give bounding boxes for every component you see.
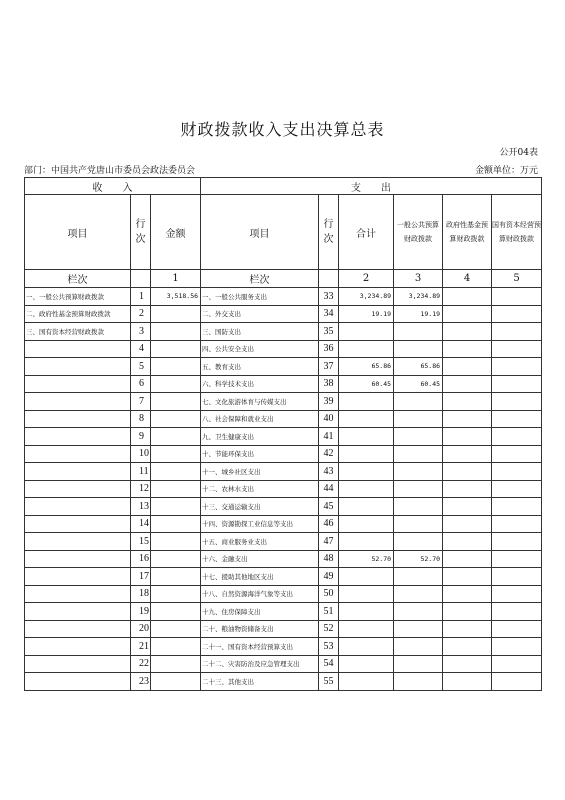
total-cell xyxy=(339,585,394,603)
expense-row-no-cell: 40 xyxy=(319,410,339,428)
expense-item-cell: 二十二、灾害防治及应急管理支出 xyxy=(201,655,319,673)
expense-item-cell: 十五、商业服务业支出 xyxy=(201,533,319,551)
expense-item-cell: 三、国防支出 xyxy=(201,323,319,341)
income-row-no-cell: 16 xyxy=(131,550,151,568)
income-row-no-cell: 7 xyxy=(131,393,151,411)
gov-fund-cell xyxy=(443,498,492,516)
soe-capital-cell xyxy=(492,375,542,393)
expense-item-cell: 一、一般公共服务支出 xyxy=(201,288,319,306)
col-no-2: 2 xyxy=(339,270,394,288)
total-cell xyxy=(339,480,394,498)
income-amount-cell xyxy=(151,673,201,691)
income-row-no-cell: 14 xyxy=(131,515,151,533)
income-row-no-cell: 8 xyxy=(131,410,151,428)
gov-fund-cell xyxy=(443,305,492,323)
form-number: 公开04表 xyxy=(499,148,538,158)
income-amount-cell xyxy=(151,428,201,446)
expense-item-header: 项目 xyxy=(201,195,319,270)
gov-fund-cell xyxy=(443,515,492,533)
total-cell xyxy=(339,498,394,516)
expense-item-cell: 六、科学技术支出 xyxy=(201,375,319,393)
general-budget-cell xyxy=(394,533,443,551)
total-cell xyxy=(339,603,394,621)
expense-row-no-cell: 36 xyxy=(319,340,339,358)
general-budget-cell xyxy=(394,515,443,533)
general-budget-cell: 60.45 xyxy=(394,375,443,393)
unit-label: 金额单位：万元 xyxy=(474,166,538,176)
income-amount-cell xyxy=(151,305,201,323)
expense-row-no-cell: 45 xyxy=(319,498,339,516)
income-item-cell xyxy=(25,550,131,568)
income-item-cell xyxy=(25,603,131,621)
soe-capital-cell xyxy=(492,358,542,376)
table-row xyxy=(25,323,542,341)
table-row xyxy=(25,638,542,656)
total-cell xyxy=(339,568,394,586)
general-budget-cell xyxy=(394,638,443,656)
expense-section-header: 支 出 xyxy=(201,178,542,195)
income-amount-cell xyxy=(151,568,201,586)
income-item-cell xyxy=(25,673,131,691)
income-item-cell xyxy=(25,585,131,603)
row-no-char-2: 次 xyxy=(135,234,146,245)
general-budget-cell: 52.70 xyxy=(394,550,443,568)
income-amount-cell xyxy=(151,445,201,463)
general-budget-cell: 65.86 xyxy=(394,358,443,376)
expense-row-no-cell: 52 xyxy=(319,620,339,638)
income-item-cell xyxy=(25,428,131,446)
total-cell xyxy=(339,393,394,411)
soe-capital-cell xyxy=(492,638,542,656)
soe-capital-header: 国有资本经营预算财政拨款 xyxy=(492,195,542,270)
income-amount-header: 金额 xyxy=(151,195,201,270)
expense-item-cell: 四、公共安全支出 xyxy=(201,340,319,358)
total-cell xyxy=(339,463,394,481)
soe-capital-cell xyxy=(492,463,542,481)
income-item-cell xyxy=(25,340,131,358)
total-cell: 52.70 xyxy=(339,550,394,568)
table-row xyxy=(25,463,542,481)
income-amount-cell xyxy=(151,393,201,411)
total-cell xyxy=(339,445,394,463)
soe-capital-cell xyxy=(492,480,542,498)
general-budget-cell xyxy=(394,568,443,586)
general-budget-cell xyxy=(394,480,443,498)
income-amount-cell xyxy=(151,498,201,516)
section-header-row xyxy=(25,178,542,195)
expense-row-no-header xyxy=(319,195,339,270)
general-budget-cell xyxy=(394,463,443,481)
income-row-no-cell: 2 xyxy=(131,305,151,323)
table-row xyxy=(25,305,542,323)
expense-row-no-cell: 46 xyxy=(319,515,339,533)
expense-row-no-cell: 38 xyxy=(319,375,339,393)
soe-capital-cell xyxy=(492,288,542,306)
col-no-4: 4 xyxy=(443,270,492,288)
total-cell xyxy=(339,340,394,358)
gov-fund-cell xyxy=(443,585,492,603)
soe-capital-cell xyxy=(492,410,542,428)
col-no-blank xyxy=(319,270,339,288)
gov-fund-cell xyxy=(443,620,492,638)
table-row xyxy=(25,620,542,638)
income-row-no-cell: 17 xyxy=(131,568,151,586)
total-cell: 65.86 xyxy=(339,358,394,376)
row-no-char-1: 行 xyxy=(323,219,334,230)
total-cell xyxy=(339,323,394,341)
soe-capital-cell xyxy=(492,655,542,673)
income-item-cell xyxy=(25,620,131,638)
expense-item-cell: 八、社会保障和就业支出 xyxy=(201,410,319,428)
income-item-cell: 一、一般公共预算财政拨款 xyxy=(25,288,131,306)
income-row-no-cell: 10 xyxy=(131,445,151,463)
income-row-no-cell: 4 xyxy=(131,340,151,358)
gov-fund-header: 政府性基金预算财政拨款 xyxy=(443,195,492,270)
income-amount-cell xyxy=(151,620,201,638)
table-row xyxy=(25,375,542,393)
table-row xyxy=(25,585,542,603)
income-row-no-cell: 23 xyxy=(131,673,151,691)
gov-fund-cell xyxy=(443,463,492,481)
income-row-no-cell: 15 xyxy=(131,533,151,551)
income-item-cell xyxy=(25,498,131,516)
total-cell xyxy=(339,533,394,551)
income-item-cell xyxy=(25,410,131,428)
income-row-no-cell: 6 xyxy=(131,375,151,393)
income-item-header: 项目 xyxy=(25,195,131,270)
expense-row-no-cell: 50 xyxy=(319,585,339,603)
total-header: 合计 xyxy=(339,195,394,270)
general-budget-cell xyxy=(394,585,443,603)
table-row xyxy=(25,673,542,691)
table-row xyxy=(25,533,542,551)
total-cell xyxy=(339,655,394,673)
gov-fund-cell xyxy=(443,638,492,656)
soe-capital-cell xyxy=(492,498,542,516)
income-row-no-cell: 11 xyxy=(131,463,151,481)
income-amount-cell xyxy=(151,358,201,376)
table-row xyxy=(25,550,542,568)
income-item-cell xyxy=(25,445,131,463)
general-budget-cell xyxy=(394,340,443,358)
gov-fund-cell xyxy=(443,655,492,673)
income-amount-cell xyxy=(151,655,201,673)
row-no-char-2: 次 xyxy=(323,234,334,245)
soe-capital-cell xyxy=(492,585,542,603)
income-item-cell: 二、政府性基金预算财政拨款 xyxy=(25,305,131,323)
soe-capital-cell xyxy=(492,603,542,621)
soe-capital-cell xyxy=(492,620,542,638)
income-amount-cell xyxy=(151,340,201,358)
gov-fund-cell xyxy=(443,673,492,691)
income-amount-cell xyxy=(151,515,201,533)
expense-row-no-cell: 41 xyxy=(319,428,339,446)
income-amount-cell xyxy=(151,550,201,568)
expense-item-cell: 九、卫生健康支出 xyxy=(201,428,319,446)
expense-item-cell: 七、文化旅游体育与传媒支出 xyxy=(201,393,319,411)
income-row-no-header xyxy=(131,195,151,270)
expense-row-no-cell: 42 xyxy=(319,445,339,463)
total-cell xyxy=(339,638,394,656)
expense-row-no-cell: 48 xyxy=(319,550,339,568)
income-item-cell xyxy=(25,463,131,481)
col-no-1: 1 xyxy=(151,270,201,288)
soe-capital-cell xyxy=(492,323,542,341)
general-budget-cell xyxy=(394,655,443,673)
total-cell: 60.45 xyxy=(339,375,394,393)
soe-capital-cell xyxy=(492,533,542,551)
row-no-char-1: 行 xyxy=(135,219,146,230)
table-row xyxy=(25,445,542,463)
income-amount-cell xyxy=(151,603,201,621)
expense-item-cell: 二十三、其他支出 xyxy=(201,673,319,691)
soe-capital-cell xyxy=(492,515,542,533)
general-budget-cell xyxy=(394,393,443,411)
expense-item-cell: 十二、农林水支出 xyxy=(201,480,319,498)
soe-capital-cell xyxy=(492,568,542,586)
income-amount-cell xyxy=(151,533,201,551)
col-no-label-left: 栏次 xyxy=(25,270,131,288)
column-header-row xyxy=(25,195,542,270)
soe-capital-cell xyxy=(492,428,542,446)
table-row xyxy=(25,428,542,446)
income-section-header: 收 入 xyxy=(25,178,201,195)
expense-row-no-cell: 35 xyxy=(319,323,339,341)
expense-row-no-cell: 33 xyxy=(319,288,339,306)
income-item-cell xyxy=(25,568,131,586)
table-row xyxy=(25,515,542,533)
table-row xyxy=(25,340,542,358)
expense-item-cell: 二十、粮油物资储备支出 xyxy=(201,620,319,638)
income-item-cell xyxy=(25,515,131,533)
table-row xyxy=(25,480,542,498)
expense-row-no-cell: 39 xyxy=(319,393,339,411)
expense-item-cell: 十、节能环保支出 xyxy=(201,445,319,463)
expense-row-no-cell: 53 xyxy=(319,638,339,656)
table-row xyxy=(25,393,542,411)
column-number-row xyxy=(25,270,542,288)
expense-row-no-cell: 34 xyxy=(319,305,339,323)
total-cell xyxy=(339,673,394,691)
income-amount-cell xyxy=(151,463,201,481)
soe-capital-cell xyxy=(492,340,542,358)
table-row xyxy=(25,410,542,428)
soe-capital-cell xyxy=(492,445,542,463)
gov-fund-cell xyxy=(443,603,492,621)
gov-fund-cell xyxy=(443,323,492,341)
expense-row-no-cell: 44 xyxy=(319,480,339,498)
income-row-no-cell: 20 xyxy=(131,620,151,638)
gov-fund-cell xyxy=(443,288,492,306)
income-amount-cell xyxy=(151,410,201,428)
general-budget-cell: 3,234.89 xyxy=(394,288,443,306)
income-item-cell xyxy=(25,533,131,551)
col-no-blank xyxy=(131,270,151,288)
income-row-no-cell: 18 xyxy=(131,585,151,603)
expense-row-no-cell: 54 xyxy=(319,655,339,673)
soe-capital-cell xyxy=(492,673,542,691)
col-no-label-right: 栏次 xyxy=(201,270,319,288)
expense-item-cell: 十三、交通运输支出 xyxy=(201,498,319,516)
soe-capital-cell xyxy=(492,550,542,568)
income-row-no-cell: 9 xyxy=(131,428,151,446)
expense-item-cell: 二、外交支出 xyxy=(201,305,319,323)
general-budget-cell xyxy=(394,410,443,428)
total-cell: 19.19 xyxy=(339,305,394,323)
general-budget-cell xyxy=(394,428,443,446)
expense-item-cell: 十一、城乡社区支出 xyxy=(201,463,319,481)
gov-fund-cell xyxy=(443,340,492,358)
income-amount-cell xyxy=(151,480,201,498)
general-budget-header: 一般公共预算财政拨款 xyxy=(394,195,443,270)
gov-fund-cell xyxy=(443,393,492,411)
gov-fund-cell xyxy=(443,550,492,568)
income-amount-cell xyxy=(151,638,201,656)
total-cell xyxy=(339,410,394,428)
total-cell xyxy=(339,620,394,638)
income-amount-cell xyxy=(151,323,201,341)
income-item-cell xyxy=(25,358,131,376)
income-item-cell: 三、国有资本经营财政拨款 xyxy=(25,323,131,341)
expense-row-no-cell: 43 xyxy=(319,463,339,481)
income-row-no-cell: 5 xyxy=(131,358,151,376)
total-cell xyxy=(339,515,394,533)
expense-item-cell: 十七、援助其他地区支出 xyxy=(201,568,319,586)
expense-row-no-cell: 37 xyxy=(319,358,339,376)
table-row xyxy=(25,568,542,586)
expense-item-cell: 十九、住房保障支出 xyxy=(201,603,319,621)
gov-fund-cell xyxy=(443,480,492,498)
total-cell xyxy=(339,428,394,446)
table-row xyxy=(25,603,542,621)
table-row xyxy=(25,288,542,306)
income-row-no-cell: 22 xyxy=(131,655,151,673)
gov-fund-cell xyxy=(443,533,492,551)
expense-item-cell: 十六、金融支出 xyxy=(201,550,319,568)
total-cell: 3,234.89 xyxy=(339,288,394,306)
income-row-no-cell: 21 xyxy=(131,638,151,656)
gov-fund-cell xyxy=(443,375,492,393)
gov-fund-cell xyxy=(443,568,492,586)
income-item-cell xyxy=(25,393,131,411)
income-item-cell xyxy=(25,655,131,673)
income-row-no-cell: 13 xyxy=(131,498,151,516)
general-budget-cell xyxy=(394,603,443,621)
income-row-no-cell: 12 xyxy=(131,480,151,498)
income-item-cell xyxy=(25,375,131,393)
budget-summary-table xyxy=(24,177,542,691)
income-amount-cell xyxy=(151,375,201,393)
expense-row-no-cell: 51 xyxy=(319,603,339,621)
col-no-3: 3 xyxy=(394,270,443,288)
expense-row-no-cell: 47 xyxy=(319,533,339,551)
general-budget-cell xyxy=(394,498,443,516)
page-title: 财政拨款收入支出决算总表 xyxy=(180,120,385,139)
gov-fund-cell xyxy=(443,445,492,463)
general-budget-cell xyxy=(394,445,443,463)
expense-item-cell: 二十一、国有资本经营预算支出 xyxy=(201,638,319,656)
general-budget-cell xyxy=(394,673,443,691)
income-row-no-cell: 19 xyxy=(131,603,151,621)
income-item-cell xyxy=(25,638,131,656)
table-row xyxy=(25,655,542,673)
general-budget-cell xyxy=(394,323,443,341)
expense-item-cell: 十八、自然资源海洋气象等支出 xyxy=(201,585,319,603)
gov-fund-cell xyxy=(443,410,492,428)
income-amount-cell: 3,518.56 xyxy=(151,288,201,306)
expense-row-no-cell: 55 xyxy=(319,673,339,691)
department-label: 部门：中国共产党唐山市委员会政法委员会 xyxy=(24,166,196,176)
soe-capital-cell xyxy=(492,393,542,411)
soe-capital-cell xyxy=(492,305,542,323)
table-row xyxy=(25,358,542,376)
income-row-no-cell: 1 xyxy=(131,288,151,306)
general-budget-cell xyxy=(394,620,443,638)
gov-fund-cell xyxy=(443,428,492,446)
col-no-5: 5 xyxy=(492,270,542,288)
income-item-cell xyxy=(25,480,131,498)
gov-fund-cell xyxy=(443,358,492,376)
expense-item-cell: 五、教育支出 xyxy=(201,358,319,376)
income-row-no-cell: 3 xyxy=(131,323,151,341)
expense-item-cell: 十四、资源勘探工业信息等支出 xyxy=(201,515,319,533)
income-amount-cell xyxy=(151,585,201,603)
expense-row-no-cell: 49 xyxy=(319,568,339,586)
general-budget-cell: 19.19 xyxy=(394,305,443,323)
table-row xyxy=(25,498,542,516)
